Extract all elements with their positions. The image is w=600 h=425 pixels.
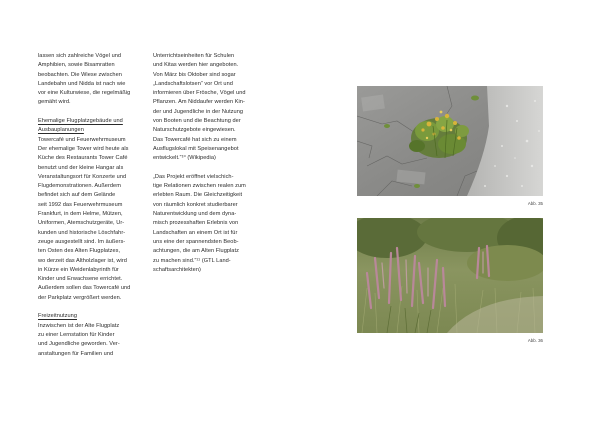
text-line: Pflanzen. Am Niddaufer werden Kin- <box>153 99 245 106</box>
text-line: befindet sich auf dem Gelände <box>38 192 116 199</box>
text-line: zu machen sind.“¹¹ (GTL Land- <box>153 257 231 264</box>
text-line: Außerdem sollen das Towercafé und <box>38 285 131 292</box>
text-line: Ausflugslokal mit Speisenangebot <box>153 145 239 152</box>
text-line: schaftsarchitekten) <box>153 266 201 273</box>
text-line: wo derzeit das Altholzlager ist, wird <box>38 257 127 264</box>
text-line: Naturschutzgebote eingewiesen. <box>153 127 236 134</box>
text-column-left <box>38 52 156 359</box>
text-line: und Kitas werden hier angeboten. <box>153 62 239 69</box>
text-line: uns eine der spannendsten Beob- <box>153 238 239 245</box>
text-line: lassen sich zahlreiche Vögel und <box>38 53 122 59</box>
section-heading-buildings <box>38 117 156 136</box>
text-line: anstaltungen für Familien und <box>38 350 114 357</box>
heading-line: Ehemalige Flugplatzgebäude und <box>38 118 123 125</box>
text-line: Von März bis Oktober sind sogar <box>153 71 236 78</box>
quote-paragraph <box>153 173 275 275</box>
text-line: Küche des Restaurants Tower Café <box>38 155 128 162</box>
text-line: vor eine Kulturwiese, die regelmäßig <box>38 90 131 97</box>
text-line: Amphibien, sowie Bisamratten <box>38 62 115 69</box>
text-line: beobachten. Die Wiese zwischen <box>38 71 122 78</box>
text-line: ten Osten des Alten Flugplatzes, <box>38 248 121 255</box>
section-heading-leisure: Freizeitnutzung <box>38 313 77 320</box>
text-line: zu einer Lernstation für Kinder <box>38 331 115 338</box>
text-line: erlebten Raum. Die Gleichzeitigkeit <box>153 192 243 199</box>
text-line: kunden und historische Löschfahr- <box>38 229 126 236</box>
text-line: Veranstaltungsort für Konzerte und <box>38 173 127 180</box>
text-line: Uniformen, Atemschutzgeräte, Ur- <box>38 220 125 227</box>
text-line: Naturentwicklung und dem dyna- <box>153 211 237 218</box>
text-line: seit 1992 das Feuerwehrmuseum <box>38 201 123 208</box>
text-line: gemäht wird. <box>38 99 71 106</box>
text-line: „Das Projekt eröffnet vielschich- <box>153 173 234 180</box>
text-line: Der ehemalige Tower wird heute als <box>38 145 129 152</box>
text-line: benutzt und der kleine Hangar als <box>38 164 124 171</box>
text-line: von Booten und die Beachtung der <box>153 118 241 125</box>
text-line: Unterrichtseinheiten für Schulen <box>153 53 235 59</box>
figure-caption: Abb. 35 <box>527 201 543 206</box>
photo-meadow-loosestrife <box>357 218 543 333</box>
leisure-paragraph <box>38 322 156 359</box>
text-line: in Kürze ein Weidenlabyrinth für <box>38 266 119 273</box>
text-line: Flugdemonstrationen. Außerdem <box>38 183 121 190</box>
text-line: achtungen, die am Alten Flugplatz <box>153 248 239 255</box>
text-line: Landschaften an einem Ort ist für <box>153 229 238 236</box>
text-line: Kinder und Erwachsene errichtet. <box>38 276 123 283</box>
text-line: Frankfurt, in dem Helme, Mützen, <box>38 211 123 218</box>
text-line: der Parkplatz vergrößert werden. <box>38 294 122 301</box>
text-line: informieren über Frösche, Vögel und <box>153 90 246 97</box>
photo-asphalt-plants <box>357 86 543 196</box>
text-line: von räumlich konkret studierbarer <box>153 201 238 208</box>
text-line: Das Towercafé hat sich zu einem <box>153 136 237 143</box>
text-line: Landebahn und Nidda ist nach wie <box>38 80 126 87</box>
text-line: tige Relationen zwischen realen zum <box>153 183 246 190</box>
text-line: entwickelt.“¹⁰ (Wikipedia) <box>153 155 216 162</box>
buildings-paragraph <box>38 136 156 303</box>
text-line: und Jugendliche geworden. Ver- <box>38 341 120 348</box>
text-line: zeuge ausgestellt sind. Im äußers- <box>38 238 126 245</box>
intro-paragraph <box>38 52 156 108</box>
text-line: der und Jugendliche in der Nutzung <box>153 108 244 115</box>
figure-caption: Abb. 36 <box>527 338 543 343</box>
text-line: Towercafé und Feuerwehrmuseum <box>38 136 126 143</box>
heading-line: Ausbauplanungen <box>38 127 84 134</box>
text-line: „Landschaftslotsen“ vor Ort und <box>153 80 233 87</box>
text-column-right <box>153 52 275 275</box>
text-line: Inzwischen ist der Alte Flugplatz <box>38 322 120 329</box>
offerings-paragraph <box>153 52 275 164</box>
text-line: misch prozesshaften Erlebnis von <box>153 220 239 227</box>
